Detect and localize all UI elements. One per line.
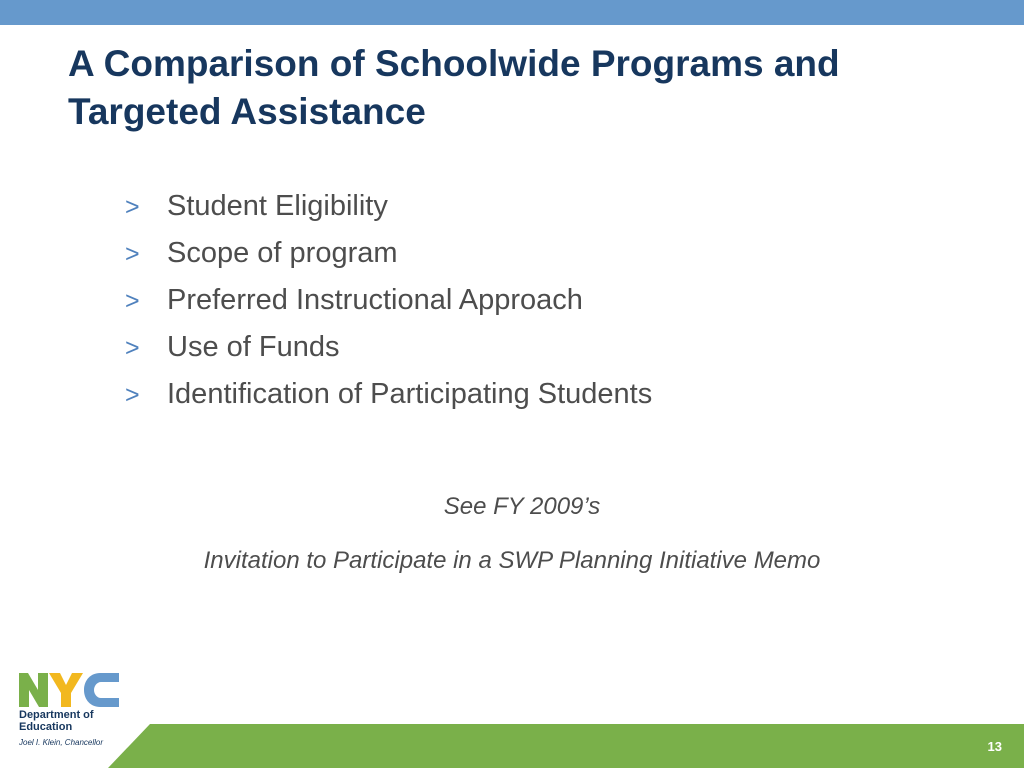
logo-chancellor-text: Joel I. Klein, Chancellor — [19, 738, 104, 747]
reference-note-line1: See FY 2009’s — [443, 493, 601, 520]
bullet-marker-icon: > — [125, 381, 140, 409]
bullet-text: Preferred Instructional Approach — [167, 284, 583, 316]
bullet-text: Use of Funds — [167, 331, 340, 363]
bullet-item — [125, 237, 652, 284]
nyc-wordmark-icon — [18, 672, 120, 708]
logo-department-text: Department of Education — [19, 709, 94, 733]
bullet-marker-icon: > — [125, 287, 140, 315]
bullet-marker-icon: > — [125, 193, 140, 221]
bullet-marker-icon: > — [125, 240, 140, 268]
bottom-accent-bar — [0, 724, 1024, 768]
bullet-item — [125, 190, 652, 237]
slide-title: A Comparison of Schoolwide Programs and Targeted Assistance — [68, 43, 840, 132]
top-accent-bar — [0, 0, 1024, 25]
reference-note-line2: Invitation to Participate in a SWP Planning Initiative Memo — [203, 547, 821, 574]
bullet-marker-icon: > — [125, 334, 140, 362]
bullet-text: Scope of program — [167, 237, 398, 269]
bullet-list — [125, 190, 652, 425]
bullet-item — [125, 378, 652, 425]
bullet-item — [125, 331, 652, 378]
bullet-text: Identification of Participating Students — [167, 378, 653, 410]
bullet-text: Student Eligibility — [167, 190, 388, 222]
page-number: 13 — [987, 739, 1002, 754]
bullet-item — [125, 284, 652, 331]
